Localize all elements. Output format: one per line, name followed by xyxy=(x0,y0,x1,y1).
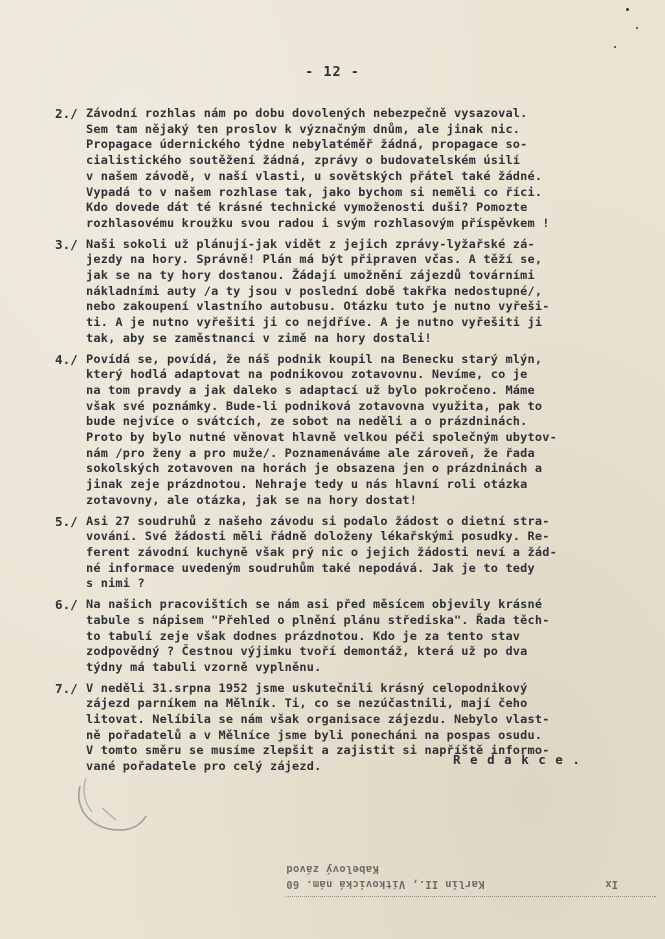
text-line: ferent závodní kuchyně však prý nic o jejich žádosti neví a žád- xyxy=(86,544,557,559)
text-line: bude nejvíce o svátcích, ze sobot na neděli a o prázdninách. xyxy=(86,414,528,429)
text-line: Propagace údernického týdne nebylatéměř žádná, propagace so- xyxy=(86,137,528,152)
text-line: zotavovny, ale otázka, jak se na hory dostat! xyxy=(86,492,418,507)
item-paragraph xyxy=(86,514,627,593)
rubber-stamp-upside-down xyxy=(286,856,656,897)
text-line: nákladními auty /a ty jsou v poslední době takřka nedostupné/, xyxy=(86,283,543,298)
text-line: cialistického soutěžení žádná, zprávy o budovatelském úsilí xyxy=(86,153,521,168)
page-number: - 12 - xyxy=(305,64,360,80)
numbered-items xyxy=(55,106,627,780)
text-line: zájezd parníkem na Mělník. Ti, co se nezúčastnili, mají čeho xyxy=(86,696,528,711)
text-line: ti. A je nutno vyřešiti ji co nejdříve. A je nutno vyřešiti ji xyxy=(86,315,543,330)
text-line: V tomto směru se musíme zlepšit a zajistit si napříště informo- xyxy=(86,743,550,758)
stamp-company: Kabelový závod xyxy=(286,863,379,875)
ink-speck xyxy=(626,8,629,11)
faint-seal-mark xyxy=(72,768,152,838)
item-number: 3./ xyxy=(55,236,78,252)
item-paragraph xyxy=(86,352,627,509)
numbered-item xyxy=(55,106,627,232)
text-line: Na našich pracovištích se nám asi před měsícem objevily krásné xyxy=(86,597,543,612)
numbered-item xyxy=(55,352,627,509)
stamp-mark: Ix xyxy=(605,878,618,890)
text-line: však své poznámky. Bude-li podniková zotavovna využita, pak to xyxy=(86,398,543,413)
text-line: zodpovědný ? Čestnou výjimku tvoří demontáž, která už po dva xyxy=(86,644,528,659)
text-line: který hodlá adaptovat na podnikovou zotavovnu. Nevíme, co je xyxy=(86,367,528,382)
numbered-item xyxy=(55,514,627,593)
text-line: Asi 27 soudruhů z našeho závodu si podalo žádost o dietní stra- xyxy=(86,513,550,528)
text-line: né informace uvedeným soudruhům také nepodává. Jak je to tedy xyxy=(86,560,535,575)
text-line: Povídá se, povídá, že náš podnik koupil na Benecku starý mlýn, xyxy=(86,351,543,366)
text-line: litovat. Nelíbila se nám však organisace zájezdu. Nebylo vlast- xyxy=(86,712,550,727)
text-line: jezdy na hory. Správně! Plán má být připraven včas. A těží se, xyxy=(86,252,543,267)
text-line: vané pořadatele pro celý zájezd. xyxy=(86,759,322,774)
numbered-item xyxy=(55,597,627,676)
text-line: sokolských zotavoven na horách je obsazena jen o prázdninách a xyxy=(86,461,543,476)
text-line: jak se na ty hory dostanou. Žádají umožnění zájezdů továrními xyxy=(86,268,535,283)
text-line: Sem tam nějaký ten proslov k význačným dnům, ale jinak nic. xyxy=(86,121,521,136)
ink-speck xyxy=(636,27,638,29)
text-line: na tom pravdy a jak daleko s adaptací už bylo pokročeno. Máme xyxy=(86,382,535,397)
text-line: týdny má tabuli vzorně vyplněnu. xyxy=(86,659,322,674)
text-line: jinak zeje prázdnotou. Nehraje tedy u nás hlavní roli otázka xyxy=(86,477,528,492)
item-number: 2./ xyxy=(55,106,78,121)
text-line: Proto by bylo nutné věnovat hlavně velkou péči společným ubytov- xyxy=(86,430,557,445)
ink-speck xyxy=(614,46,616,48)
text-line: vování. Své žádosti měli řádně doloženy lékařskými posudky. Re- xyxy=(86,529,550,544)
item-paragraph xyxy=(86,597,627,676)
text-line: tak, aby se zaměstnanci v zimě na hory dostali! xyxy=(86,330,432,345)
text-line: s nimi ? xyxy=(86,576,145,591)
text-line: nám /pro ženy a pro muže/. Poznamenáváme ale zároveň, že řada xyxy=(86,445,535,460)
text-line: tabule s nápisem "Přehled o plnění plánu střediska". Řada těch- xyxy=(86,612,550,627)
text-line: Vypadá to v našem rozhlase tak, jako bychom si neměli co říci. xyxy=(86,184,543,199)
item-number: 7./ xyxy=(55,680,78,696)
text-line: ně pořadatelů a v Mělníce jsme byli ponecháni na pospas osudu. xyxy=(86,727,543,742)
text-line: v našem závodě, v naší vlasti, u sovětských přátel také žádné. xyxy=(86,168,543,183)
signature-redakce: R e d a k c e . xyxy=(453,752,581,767)
item-number: 6./ xyxy=(55,597,78,613)
text-line: Naši sokoli už plánují-jak vidět z jejich zprávy-lyžařské zá- xyxy=(86,236,535,251)
text-line: nebo zakoupení vlastního autobusu. Otázku tuto je nutno vyřeši- xyxy=(86,299,550,314)
item-number: 5./ xyxy=(55,513,78,529)
stamp-address: Karlin II., Vítkovická nám. 60 xyxy=(286,878,485,890)
text-line: Závodní rozhlas nám po dobu dovolených nebezpečně vysazoval. xyxy=(86,106,528,120)
text-line: Kdo dovede dát té krásné technické vymoženosti duši? Pomozte xyxy=(86,200,528,215)
text-line: to tabulí zeje však dodnes prázdnotou. Kdo je za tento stav xyxy=(86,628,521,643)
text-line: V neděli 31.srpna 1952 jsme uskutečnili krásný celopodnikový xyxy=(86,680,528,695)
item-paragraph xyxy=(86,237,627,347)
item-number: 4./ xyxy=(55,351,78,367)
numbered-item xyxy=(55,237,627,347)
text-line: rozhlasovému kroužku svou radou i svým rozhlasovým příspěvkem ! xyxy=(86,215,550,230)
item-paragraph xyxy=(86,106,627,232)
